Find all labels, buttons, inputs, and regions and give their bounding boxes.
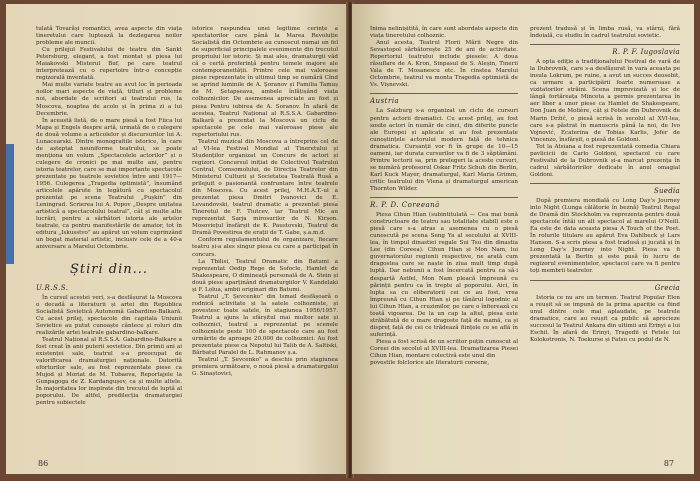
right-page bbox=[352, 4, 694, 474]
paragraph: Teatrul muzical din Moscova a întreprins cel de al VI-lea Festival Mondial al Tineretului și Studenților organizat un Concurs de actori și regizori. Concursul inițiat de Colectivul Teatrului Central, Comsomolului, de Direcția Teatrelor din Ministerul Culturii și Societatea Teatrală Rusă a prilejuit o pasionantă confruntare între teatrele din Moscova. Cu acest prilej, M.H.A.T.-ul a prezentat piesa Dmitri Ivanovici de E. Levandovski, teatrul dramatic a prezentat piesa Tineretul de F. Tiutcev, iar Teatrul Mic au reprezentat Sarja mirosurilor de N. Kirșon. Mosoviețul însfârșit de K. Paustovski, Teatrul de Dramă Povestirea de erații de T. Gabe, ș.a.m.d. bbox=[192, 138, 338, 237]
paragraph: În această listă, de o mare piesă a fost Fiica lui Mapa și Engels despre artă, urmată de o culegere de două volume a articolelor și discursurilor lui A. Lunacearski. Dintre monografiile istorice, în care de așteptat neuniforme teatrului, se poate menționa un volum „Spectacolele actorilor” și o culegere de cronici pe mai multe ani, pentru istoria teatrelor, care se mai importante spectacole prezentate pe teatrele sovietice între anii 1917—1956. Culegerea „Tragedia optimistă”, însumând articolele apărute în legătură cu spectacolul prezentat pe scena Teatrului „Pușkin” din Leningrad. Scrierea lui A. Popov „Despre unitatea artistică a spectacolului teatral”, cât și multe alte lucrări, pentru a sărbători istoria ale artelor teatrale, ca pentru manifestările de amator, tot în editura „Iskusstvo” au apărut un volum cuprinzând un bogat material artistic, inclusiv cele de a 40-a aniversare a Marelui Octombrie. bbox=[36, 117, 182, 251]
section-heading-rpd-coreeana: R. P. D. Coreeană bbox=[370, 201, 440, 210]
left-column-1 bbox=[36, 26, 182, 407]
paragraph: La Salzburg s-a organizat un ciclu de cursuri pentru actorii dramatici. Cu acest prilej, au fost sosite actori în număr de cinci, din diferite puncte ale Europei și aplicate și au fost prezentate cunoștințele actorului modern față de tehnica dramatica. Cursanții vor fi în grupe de 10—15 oameni, iar durata cursurilor va fi de 3 săptămâni. Printre lectorii sa, prin prelegeri la aceste cursuri, se numără profesorul Oskar Fritz Schuh din Berlin, Karl Kuck Mayer, dramaturgul, Karl Maria Grimm, critic teatrului din Viena și dramaturgul american Thornton Wilder. bbox=[370, 108, 518, 192]
paragraph: tulată Tovarăși romantici, avea aspecte din viața tineretului care luptează la dezlegarea noilor probleme ale muncii. bbox=[36, 26, 182, 47]
paragraph: La Tbilisi, Teatrul Dramatic din Batumi a reprezentat Oedip Rege de Sofocle, Hamlet de Shakespeare, O dimineață personală de A. Stein și două piese aparținând dramaturgiilor V. Kandelaki și F. Lolua, ambii originari din Batumi. bbox=[192, 258, 338, 293]
paragraph: povestile folclorice ale literaturii coreene, bbox=[370, 360, 490, 367]
paragraph: A opta ediție a tradiționalului Festival de vară de la Dubrovnik, care s-a desfășurat în vara aceasta pe insula Lokrum, pe ruine, a avut un succes deosebit, ca urmare a participării foarte numeroase a vizitatorilor străini. Scena improvizată și loc de lângă fortăreața Minceta a permis prezentarea în aer liber a unor piese ca Hamlet de Shakespeare, Don Juan de Molière, cât și Fetele din Dubrovnik de Marin Držić, o piesă scrisă în secolul al XVI-lea, care s-a păstrat în manuscris până la noi, de Ivo Vojnović, Ecaterina de Tobias Karlis, Jofer de Vincenzo, însfârșit, o piesă de Goldoni. bbox=[530, 59, 680, 143]
section-heading-grecia: Grecia bbox=[654, 283, 680, 292]
paragraph: Tot la Atsiana a fost reprezentată comedia Chiara pavlicicii de Carlo Goldoni, spectacol cu care Festivalul de la Dubrovnik și-a marcat prezența în cadrul sărbătoririlor dedicate în anul omagial Goldoni. bbox=[530, 143, 680, 178]
divider bbox=[530, 44, 680, 45]
section-heading-suedia: Suedia bbox=[653, 186, 680, 195]
paragraph: Cu prilejul Festivalului de teatru din Sankt Petersburg, elegant, a fost montat și piesa lui Maiakovski Misterul Buf, pe care teatrul interpretează cu o repertoire într-o concepție regizorală inventată. bbox=[36, 47, 182, 82]
paragraph: Teatrul „T. Șevcenko” din Ismail desfășoară o rodnică activitate și la satele colhozniste, și povestesc toate satele, în stagiunea 1956/1957. Teatrul a ajuns la sfârșitul mai multor sate și colhoznici, teatrul a reprezentat pe scenele colhozniste peste 100 de spectacole care au fost urmărite de aproape 20.000 de colhoznici. Au fost prezentate piese ca Nepotul lui Talib de A. Saltiski, Bărbatul Paralel de L. Rahmanov ș.a. bbox=[192, 293, 338, 357]
paragraph: Istoria ce nu are un termen. Teatrul Popular Elen a reușit să se impună de la prima apariție ca fiind unul dintre cele mai aplaudate, pe teatrele dramatice, care au reușit ca public să aprecieze succesul la Teatrul Ankara din ultimii ani Erinyi a lui Eschil. În afară de Erinyi, Tragedii și Fetele lui Kolokotronis, N. Toekurse și Fatsu cu podul de N. bbox=[530, 294, 680, 343]
paragraph: Anul acesta, Teatrul Florii Mării Negre din Sevastopol sărbătorește 25 de ani de activitate. Repertoriul teatrului include piesele: A doua răsuflare de A. Kron, Sinpasul de S. Aleșin, Tinerii Vala de T. Mosanescu etc. În cinstea Marelui Octombrie, teatrul va monta Tragedia optimistă de Vs. Vișnevski. bbox=[370, 40, 518, 89]
divider bbox=[530, 280, 680, 281]
divider bbox=[370, 93, 518, 94]
page-number-left: 86 bbox=[38, 459, 49, 468]
divider bbox=[530, 183, 680, 184]
section-heading-urss: U.R.S.S. bbox=[36, 283, 69, 292]
paragraph: Teatrul „T. Șevcenko” a deschis prin stagiunea premiera următoare, o nouă piesă a dramaturgului G. Sinaștovici, bbox=[192, 357, 338, 378]
divider bbox=[370, 197, 518, 198]
page-edge-mark bbox=[6, 144, 14, 264]
paragraph: Mai multe variate teatre au avut loc în perioada noilor mari aspecte de viață, titluri și probleme noi, abordate de scriitori ai teatrului rus, la Moscova, noaptea de acolo și în prima zi a lui Decembrie. bbox=[36, 82, 182, 117]
paragraph: Piesa a fost scrisă de un scriitor puțin cunoscut al Coreei din secolul al XVIII-lea. Dramatizarea Piesei Cihun Hian, montare colectivă este unul din bbox=[370, 338, 518, 360]
right-column-1 bbox=[370, 26, 518, 367]
paragraph: istorice raspundea unei legitime cerințe a spectatorilor care până la Marea Revoluție Socialistă din Octombrie au cunoscut numai un fel de superficial principalele evenimente din trecutul propriului lor istoric. Și mai ales, dramaturgii văd că o certă preferință pentru temele majore ale contemporaneității. Printre cele mai valoroase piese reprezentate în ultimul timp se numără Cînd se aprind luminile de A. Șoranov și Familia Tamuș de M. Șetapșeava, ambele înfățișând viața colhoznicilor. De asemenea apreciate au fost și piesa Pentru iubirea de A. Soranov. În afară de acestea, Teatrul Național al R.S.S.A. Gabardino-Balkară a prezentat la Moscova un ciclu de spectacole pe cele mai valoroase piese ale repertoriului rus. bbox=[192, 26, 338, 138]
paragraph: prezent tradusă și în limba rusă, va stârni, fără îndoială, cu studiu în cadrul teatrului sovietic. bbox=[530, 26, 680, 40]
paragraph: Inima nelinișitită, în care sunt abordate aspecte din viața tineretului colhoznic. bbox=[370, 26, 518, 40]
left-page bbox=[6, 4, 348, 474]
page-number-right: 87 bbox=[663, 459, 674, 468]
left-column-2 bbox=[192, 26, 338, 378]
paragraph: În cursul acestei veri, s-a desfășurat la Moscova o decadă a literaturii și artei din Republica Socialistă Sovietică Autonomă Gabardino-Balkară. Cu acest prilej, spectacole din capitala Uniunii Sovietice au putut cunoaște cântece și roluri din realizările artei teatrale gabardino-balkare. bbox=[36, 294, 182, 336]
paragraph: Conform regulamentului de organizare, fiecare teatru și-a ales singur piesa cu care a participat în concurs. bbox=[192, 237, 338, 258]
section-heading-stiri: Știri din... bbox=[69, 261, 149, 277]
section-heading-iugoslavia: R. P. F. Iugoslavia bbox=[612, 48, 680, 57]
section-heading-austria: Austria bbox=[370, 97, 400, 106]
paragraph: Piesa Cihun Hian (subintitulată — Cea mai bună constructoare de teatru sau totalitate stabil) este o piesă care s-a atras a asemenea cu o piesă cunoscută pe scena Seng Ya al secolului al XVIII-lea, în timpul dinastiei regale Sui Tsu din dinastia Lee (din Coreea). Cihun Hian și Mon Nam, lui guvernatorului regiunii respective, ne arată cum dragostea care se naște în ziua mult timp după luptă. Dar nebunii a fost încercată pentru ca să-i despartă Astfel, Mon Nam pleacă împreună cu părinții pentru ca în trepte al poporului. Aici, în lupta sa cu eliberatorii cei ce au fost, vrea împreună cu Cihun Hian și pe tânărul logodnic al lui Cihun Hian, a cruzimilor, pe care o înfierează cu toată vigoarea. De la un cap la altul, piesa este străbătută de o mare dragoste față de mamă, ca și dispreț față de cei ce trădează ființele ce se află în suferință. bbox=[370, 212, 518, 338]
paragraph: După premiera mondială cu Long Day's Journey into Night (Lunga călătorie în beznă) Teatrul Regal de Dramă din Stockholm va reprezenta pentru două spectacole întâi un alt spectacol al marelui O'Neill. Ea este de data aceasta piesa A Touch of the Poet. În rolurile titulare au apărut Eva Dahlbeck și Lars Hanson. S-a scris piesa a fost tradusă și jucată și în Long Day's Journey into Night. Piesa va fi prezentată la Berlin și este pusă în lucru de regizorul evenimentelor, spectacol care va fi pentru toți membrii teatrelor. bbox=[530, 197, 680, 275]
right-column-2 bbox=[530, 26, 680, 344]
paragraph: Teatrul Național al R.S.S.A. Gabardino-Balkare a fost creat în anii puterii sovietice. Din primii ani ai existenței sale, teatrul s-a preocupat de valorificarea dramaturgiei naționale. Datorită eforturilor sale, au fost reprezentate piese ca Mujod și Moriat de M. Tubaeva, Reportajele la Gunpagoga de Z. Kardangușev, ca și multe altele. În majoritatea lor inspirate din trecutul de luptă al poporului. De altfel, predilecția dramaturgiei pentru subiectele bbox=[36, 336, 182, 407]
